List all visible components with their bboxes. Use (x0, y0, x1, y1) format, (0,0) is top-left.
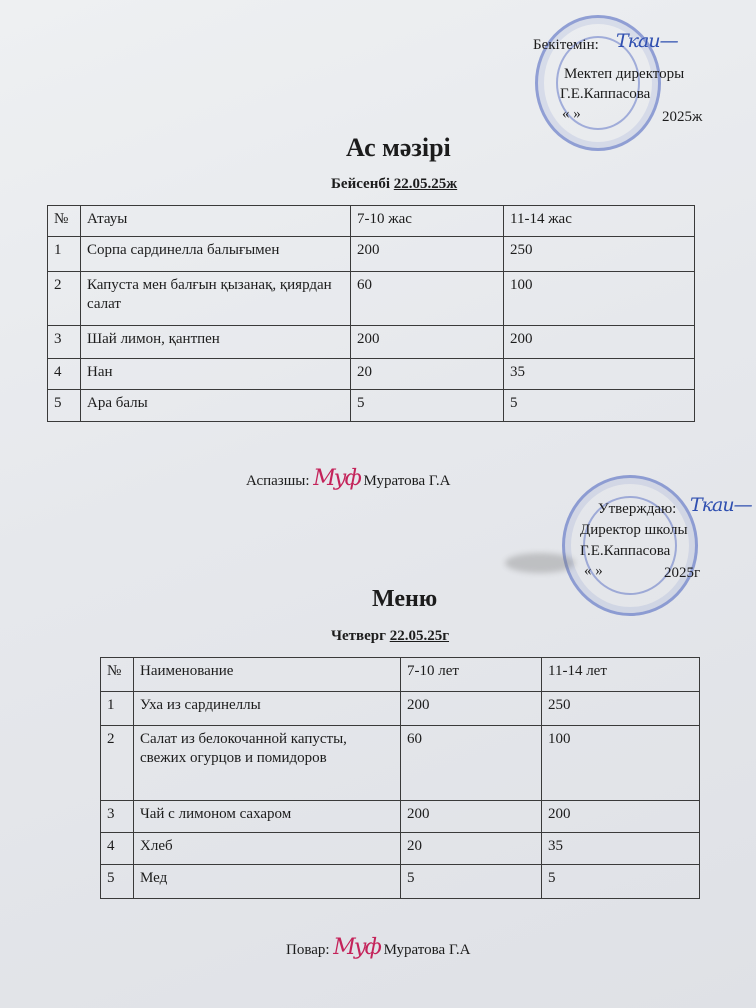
paper-smudge (505, 553, 575, 573)
header-cell: № (101, 658, 134, 692)
table-row (48, 272, 695, 326)
cell: 3 (48, 326, 81, 359)
table-row (48, 237, 695, 272)
cook-signature: Муф (313, 466, 360, 491)
cell: 2 (48, 272, 81, 326)
header-cell: 11-14 жас (504, 206, 695, 237)
table-row (101, 833, 700, 865)
table-row (101, 726, 700, 801)
header-cell: 7-10 жас (351, 206, 504, 237)
approve-name: Г.Е.Каппасова (560, 86, 651, 102)
cook-label: Повар: (286, 942, 330, 958)
approve-position: Мектеп директоры (564, 66, 685, 82)
cell: Хлеб (134, 833, 401, 865)
approve-name: Г.Е.Каппасова (580, 543, 671, 559)
approve-date-quotes: « » (562, 106, 581, 122)
cell: 5 (504, 390, 695, 422)
cook-name: Муратова Г.А (383, 942, 471, 958)
approve-year: 2025ж (662, 109, 703, 125)
approve-label: Утверждаю: (598, 501, 677, 517)
date: 22.05.25г (389, 628, 450, 644)
menu-table-kz (47, 205, 695, 422)
cell: 200 (401, 692, 542, 726)
menu-table-ru (100, 657, 700, 899)
cell: 250 (542, 692, 700, 726)
day-name: Бейсенбі (331, 176, 391, 192)
menu-title-kz: Ас мәзірі (346, 133, 451, 162)
cook-signature-line-kz (246, 466, 451, 491)
day-name: Четверг (331, 628, 386, 644)
header-cell: Атауы (81, 206, 351, 237)
header-cell: № (48, 206, 81, 237)
cell: Ара балы (81, 390, 351, 422)
cell: 60 (351, 272, 504, 326)
cell: 3 (101, 801, 134, 833)
table-row (48, 359, 695, 390)
director-signature: Ткаи— (616, 30, 678, 52)
cell: Мед (134, 865, 401, 899)
director-signature: Ткаи— (690, 494, 752, 516)
approval-block-kz (530, 30, 750, 136)
table-header-row (48, 206, 695, 237)
cell: 100 (504, 272, 695, 326)
cell: 20 (351, 359, 504, 390)
cell: 1 (101, 692, 134, 726)
cell: 60 (401, 726, 542, 801)
cell: 200 (542, 801, 700, 833)
cook-signature: Муф (333, 935, 380, 960)
cell: 5 (48, 390, 81, 422)
cell: 5 (101, 865, 134, 899)
cell: 200 (401, 801, 542, 833)
cell: 5 (542, 865, 700, 899)
cell: Сорпа сардинелла балығымен (81, 237, 351, 272)
header-cell: Наименование (134, 658, 401, 692)
cell: 200 (351, 326, 504, 359)
menu-date-kz (331, 176, 457, 193)
table-row (101, 692, 700, 726)
cell: 100 (542, 726, 700, 801)
approve-year: 2025г (664, 565, 701, 581)
table-row (101, 801, 700, 833)
table-row (48, 326, 695, 359)
table-row (48, 390, 695, 422)
cell: 5 (351, 390, 504, 422)
cell: Шай лимон, қантпен (81, 326, 351, 359)
cell: Салат из белокочанной капусты, свежих огурцов и помидоров (134, 726, 401, 801)
cell: 35 (504, 359, 695, 390)
cell: 20 (401, 833, 542, 865)
table-row (101, 865, 700, 899)
cell: Капуста мен балғын қызанақ, қиярдан салат (81, 272, 351, 326)
cell: 200 (504, 326, 695, 359)
date: 22.05.25ж (393, 176, 458, 192)
cook-signature-line-ru (286, 935, 471, 960)
table-header-row (101, 658, 700, 692)
approve-date-quotes: « » (584, 563, 603, 579)
cell: 200 (351, 237, 504, 272)
cell: 35 (542, 833, 700, 865)
menu-title-ru: Меню (372, 586, 438, 612)
cell: 4 (101, 833, 134, 865)
cook-label: Аспазшы: (246, 473, 310, 489)
cell: Чай с лимоном сахаром (134, 801, 401, 833)
cell: 250 (504, 237, 695, 272)
menu-date-ru (331, 628, 449, 645)
cook-name: Муратова Г.А (363, 473, 451, 489)
cell: 2 (101, 726, 134, 801)
approve-position: Директор школы (580, 522, 688, 538)
cell: 5 (401, 865, 542, 899)
cell: Уха из сардинеллы (134, 692, 401, 726)
cell: 1 (48, 237, 81, 272)
approve-label: Бекітемін: (533, 37, 599, 53)
header-cell: 7-10 лет (401, 658, 542, 692)
approval-block-ru (580, 494, 756, 590)
header-cell: 11-14 лет (542, 658, 700, 692)
cell: 4 (48, 359, 81, 390)
cell: Нан (81, 359, 351, 390)
